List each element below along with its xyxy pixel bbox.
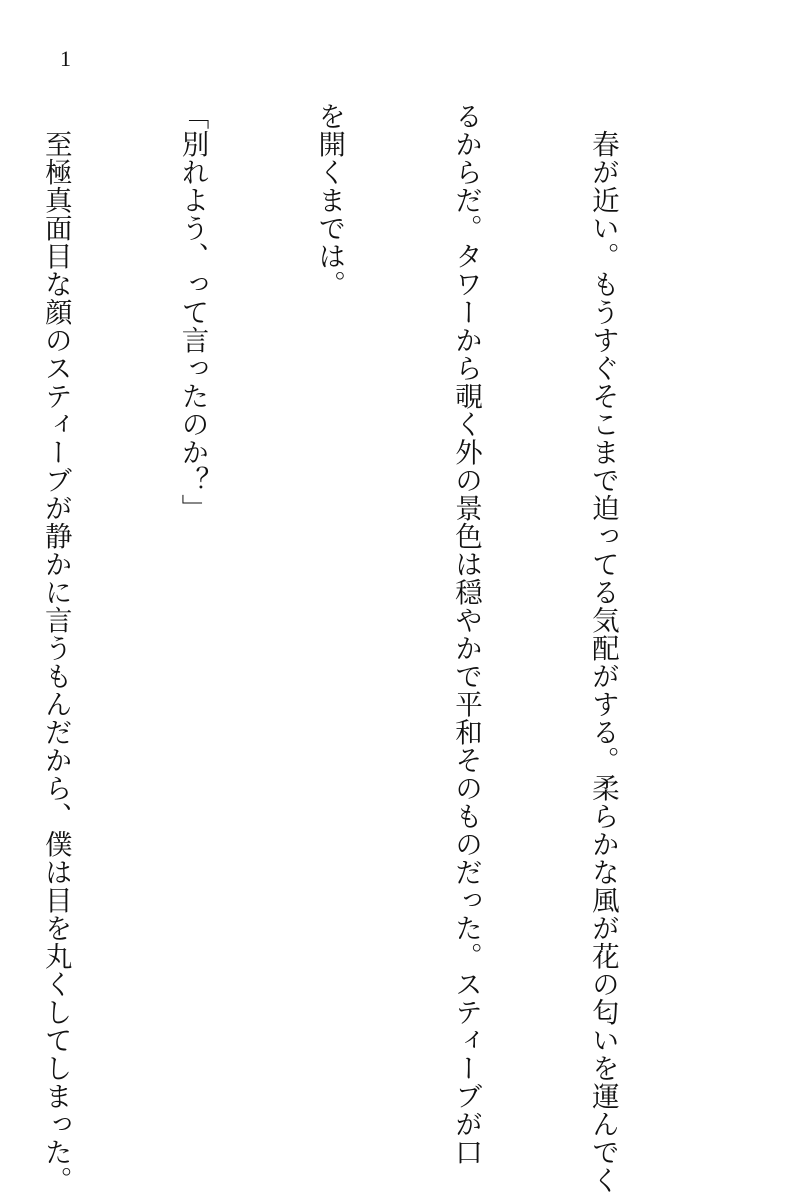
- text-line: 至極真面目な顔のスティーブが静かに言うもんだから、僕は目を丸くしてしまった。: [39, 102, 72, 1194]
- page-number: 1: [60, 46, 71, 71]
- text-line: 「別れよう、って言ったのか？」: [176, 102, 209, 522]
- text-line: を開くまでは。: [313, 102, 346, 298]
- text-line: るからだ。タワーから覗く外の景色は穏やかで平和そのものだった。スティーブが口: [450, 102, 483, 1166]
- text-line: 春が近い。もうすぐそこまで迫ってる気配がする。柔らかな風が花の匂いを運んでく: [586, 102, 619, 1194]
- vertical-text-body: [0, 102, 716, 1194]
